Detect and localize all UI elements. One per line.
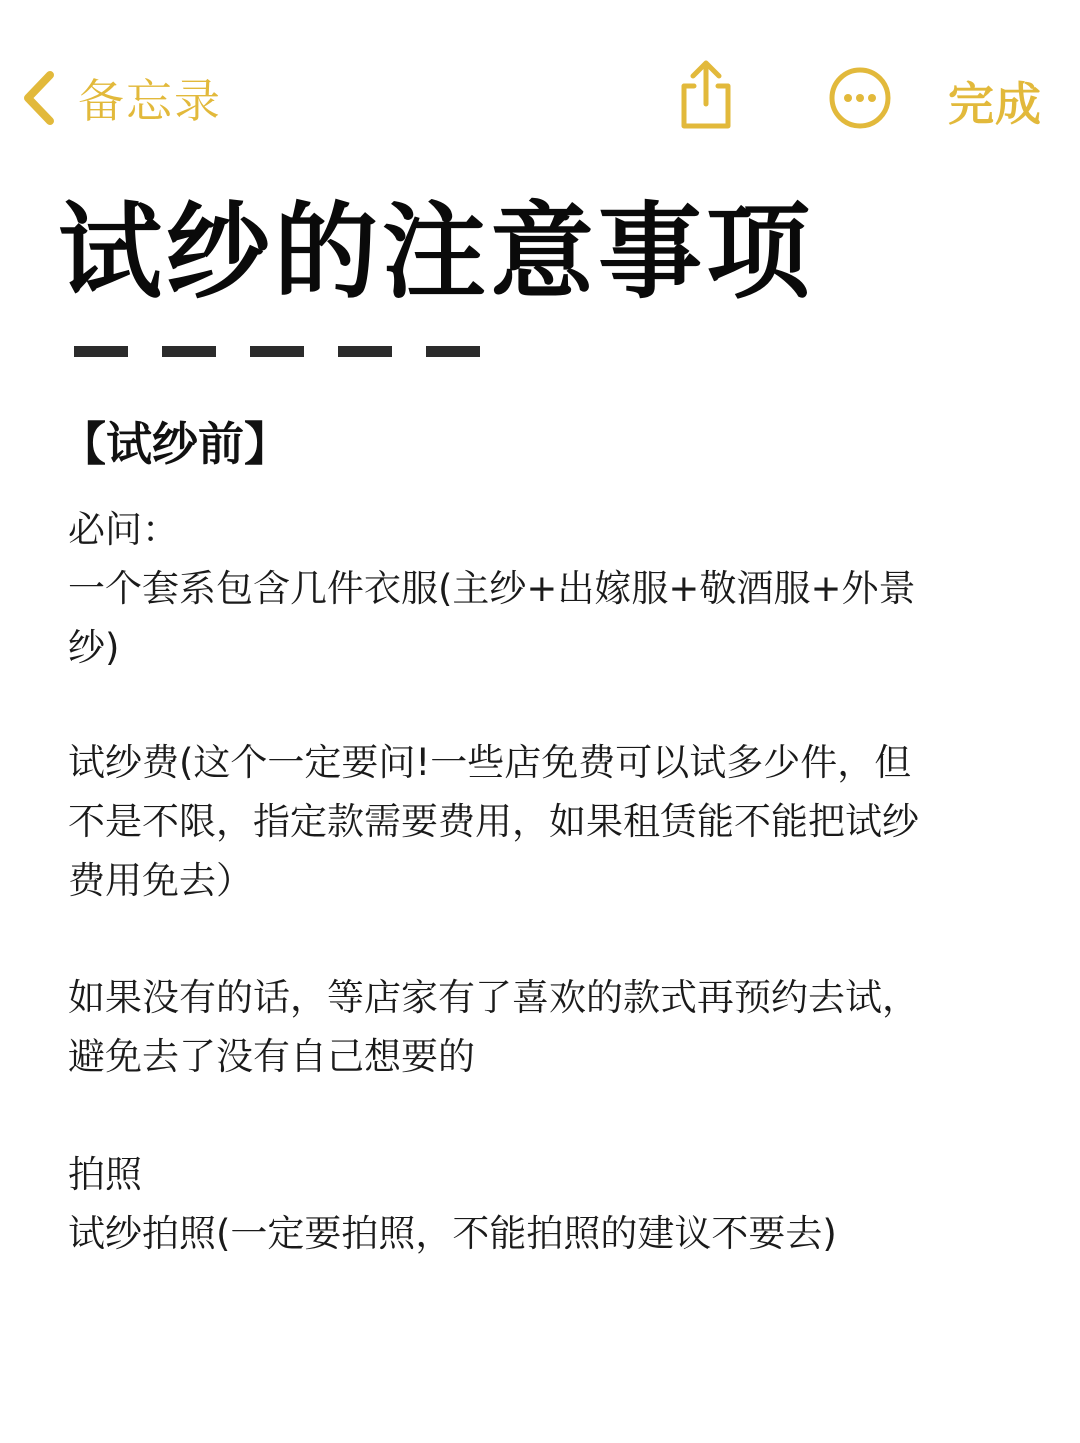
- more-button[interactable]: [828, 66, 892, 134]
- dash: [338, 346, 392, 357]
- text-line: 不是不限，指定款需要费用，如果租赁能不能把试纱: [68, 800, 919, 843]
- section-heading[interactable]: 【试纱前】: [60, 417, 290, 471]
- back-button[interactable]: [20, 62, 222, 134]
- dash-divider: [74, 346, 480, 357]
- dash: [250, 346, 304, 357]
- text-line: 试纱拍照(一定要拍照，不能拍照的建议不要去): [68, 1212, 837, 1255]
- paragraph-try-on-fee[interactable]: [68, 733, 998, 910]
- nav-bar: [0, 0, 1080, 190]
- more-icon: [828, 115, 892, 134]
- dash: [162, 346, 216, 357]
- text-line: 避免去了没有自己想要的: [68, 1035, 475, 1078]
- text-line: 拍照: [68, 1153, 142, 1196]
- dash: [426, 346, 480, 357]
- back-label: 备忘录: [78, 74, 222, 128]
- chevron-left-icon: [20, 69, 56, 127]
- text-line: 如果没有的话，等店家有了喜欢的款式再预约去试，: [68, 976, 919, 1019]
- text-line: 试纱费(这个一定要问!一些店免费可以试多少件，但: [68, 741, 912, 784]
- text-line: 一个套系包含几件衣服(主纱+出嫁服+敬酒服+外景: [68, 567, 916, 610]
- dash: [74, 346, 128, 357]
- share-button[interactable]: [676, 58, 736, 136]
- paragraph-booking[interactable]: [68, 968, 998, 1086]
- done-button[interactable]: 完成: [948, 77, 1042, 131]
- share-icon: [676, 117, 736, 136]
- paragraph-photos[interactable]: [68, 1145, 998, 1263]
- paragraph-must-ask[interactable]: [68, 500, 998, 677]
- note-title[interactable]: 试纱的注意事项: [58, 191, 815, 313]
- text-line: 必问：: [68, 508, 179, 551]
- text-line: 费用免去）: [68, 859, 253, 902]
- text-line: 纱): [68, 626, 120, 669]
